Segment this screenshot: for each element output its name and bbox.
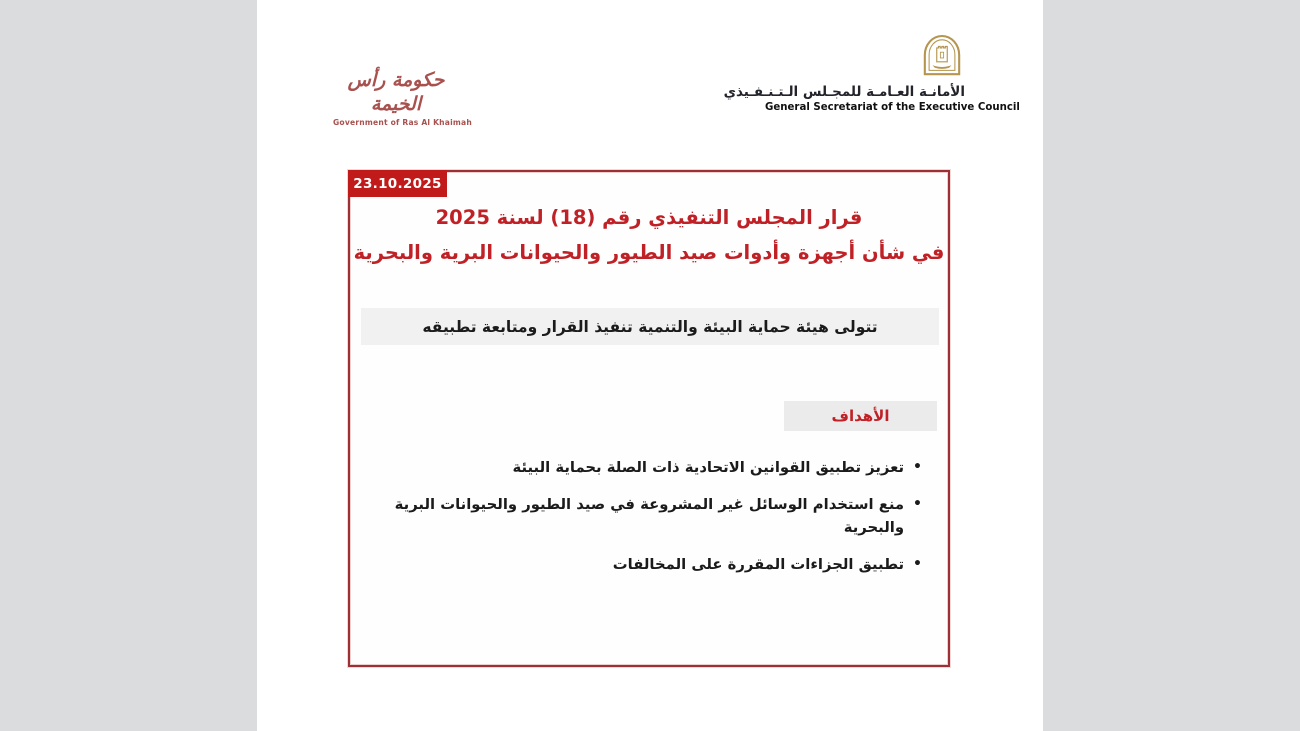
bullet-icon: • [913,496,922,512]
rak-government-logo-english: Government of Ras Al Khaimah [333,118,472,127]
decree-title-line1: قرار المجلس التنفيذي رقم (18) لسنة 2025 [435,206,863,229]
objectives-list [376,456,922,590]
objective-item [376,456,922,479]
decree-card [348,170,950,667]
executive-council-logo [723,34,1020,113]
document-sheet [257,0,1043,731]
objective-item [376,553,922,576]
objective-text: تطبيق الجزاءات المقررة على المخالفات [612,556,905,573]
date-badge: 23.10.2025 [348,170,447,197]
decree-title-line2: في شأن أجهزة وأدوات صيد الطيور والحيوانات البرية والبحرية [353,241,945,264]
bullet-icon: • [913,556,922,572]
executive-council-emblem-icon [921,34,963,80]
objective-text: تعزيز تطبيق القوانين الاتحادية ذات الصلة بحماية البيئة [512,459,905,476]
objectives-heading: الأهداف [784,401,937,431]
executive-council-name-english: General Secretariat of the Executive Council [765,102,1020,113]
implementation-note: تتولى هيئة حماية البيئة والتنمية تنفيذ القرار ومتابعة تطبيقه [361,308,939,345]
objective-item [376,493,922,539]
objective-text: منع استخدام الوسائل غير المشروعة في صيد الطيور والحيوانات البرية والبحرية [394,496,905,536]
decree-title [350,200,948,270]
rak-government-logo-arabic: حكومة رأس الخيمة [347,69,445,115]
rak-government-logo [333,68,472,127]
bullet-icon: • [913,459,922,475]
executive-council-name-arabic: الأمانـة العـامـة للمجـلس الـتـنـفـيذي [723,84,965,100]
